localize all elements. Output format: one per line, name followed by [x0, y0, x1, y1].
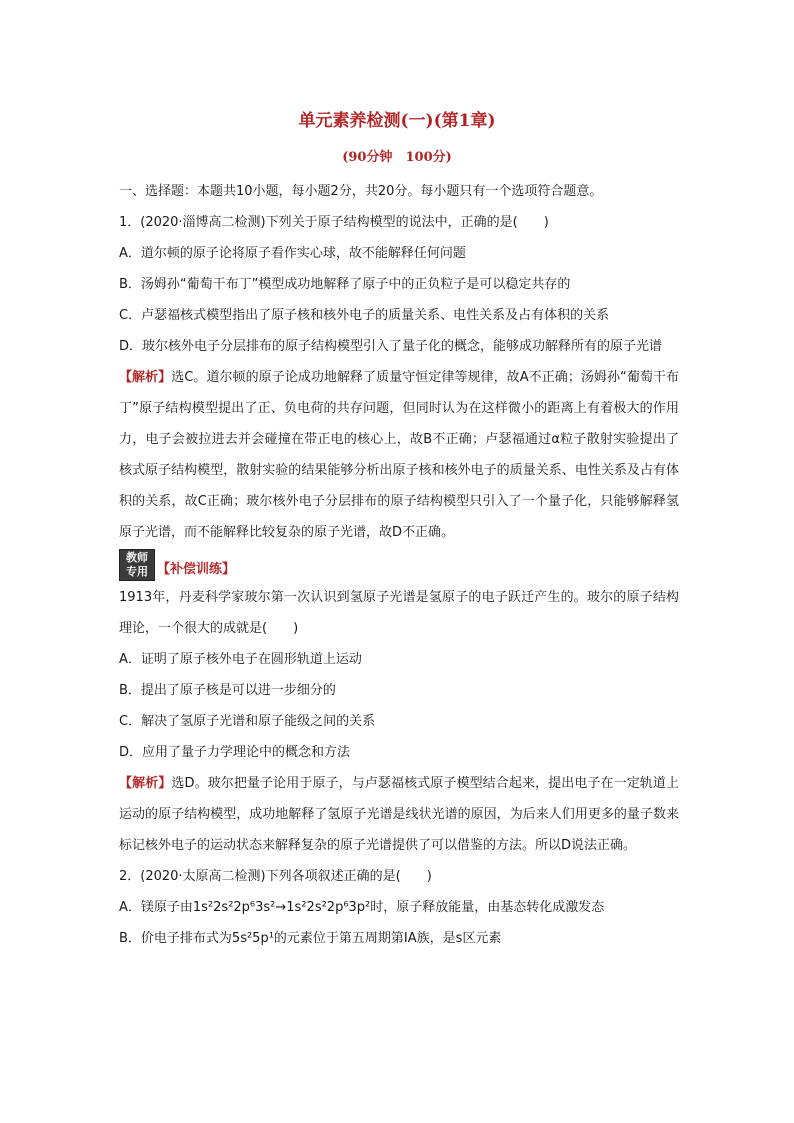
analysis-tag: 【解析】 [119, 370, 172, 385]
badge-line-1: 教师 [126, 551, 148, 564]
supplementary-training-label: 【补偿训练】 [157, 562, 236, 577]
question-2-option-a: A．镁原子由1s²2s²2p⁶3s²→1s²2s²2p⁶3p²时，原子释放能量，由基态转化成激发态 [119, 900, 605, 915]
page-title: 单元素养检测(一)(第1章) [298, 111, 496, 131]
supplementary-option-c: C．解决了氢原子光谱和原子能级之间的关系 [119, 714, 376, 729]
teacher-only-badge-icon [119, 549, 155, 581]
question-2-stem: 2．(2020·太原高二检测)下列各项叙述正确的是( ) [119, 869, 432, 884]
page-subtitle: (90分钟 100分) [342, 150, 452, 165]
question-1-option-b: B．汤姆孙“葡萄干布丁”模型成功地解释了原子中的正负粒子是可以稳定共存的 [119, 277, 571, 292]
question-1-option-c: C．卢瑟福核式模型指出了原子核和核外电子的质量关系、电性关系及占有体积的关系 [119, 308, 610, 323]
question-1-stem: 1．(2020·淄博高二检测)下列关于原子结构模型的说法中，正确的是( ) [119, 215, 549, 230]
supplementary-option-a: A．证明了原子核外电子在圆形轨道上运动 [119, 652, 362, 667]
section-heading: 一、选择题：本题共10小题，每小题2分，共20分。每小题只有一个选项符合题意。 [119, 184, 603, 199]
teacher-badge-row [119, 548, 679, 582]
supplementary-analysis [119, 768, 679, 861]
document-body [119, 176, 679, 954]
analysis-text: 选D。玻尔把量子论用于原子，与卢瑟福核式原子模型结合起来，提出电子在一定轨道上运动的原子结构模型，成功地解释了氢原子光谱是线状光谱的原因，为后来人们用更多的量子数来标记核外电子的运动状态来解释复杂的原子光谱提供了可以借鉴的方法。所以D说法正确。 [119, 776, 679, 853]
supplementary-option-d: D．应用了量子力学理论中的概念和方法 [119, 745, 351, 760]
question-1-analysis [119, 362, 679, 548]
analysis-tag: 【解析】 [119, 776, 172, 791]
question-1-option-d: D．玻尔核外电子分层排布的原子结构模型引入了量子化的概念，能够成功解释所有的原子光谱 [119, 339, 663, 354]
badge-line-2: 专用 [126, 565, 148, 578]
question-2-option-b: B．价电子排布式为5s²5p¹的元素位于第五周期第ⅠA族，是s区元素 [119, 931, 502, 946]
supplementary-option-b: B．提出了原子核是可以进一步细分的 [119, 683, 336, 698]
question-1-option-a: A．道尔顿的原子论将原子看作实心球，故不能解释任何问题 [119, 246, 466, 261]
supplementary-stem: 1913年，丹麦科学家玻尔第一次认识到氢原子光谱是氢原子的电子跃迁产生的。玻尔的原子结构理论，一个很大的成就是( ) [119, 590, 679, 636]
analysis-text: 选C。道尔顿的原子论成功地解释了质量守恒定律等规律，故A不正确；汤姆孙“葡萄干布丁”原子结构模型提出了正、负电荷的共存问题，但同时认为在这样微小的距离上有着极大的作用力，电子会被拉进去并会碰撞在带正电的核心上，故B不正确；卢瑟福通过α粒子散射实验提出了核式原子结构模型，散射实验的结果能够分析出原子核和核外电子的质量关系、电性关系及占有体积的关系，故C正确；玻尔核外电子分层排布的原子结构模型只引入了一个量子化，只能够解释氢原子光谱，而不能解释比较复杂的原子光谱，故D不正确。 [119, 370, 679, 540]
